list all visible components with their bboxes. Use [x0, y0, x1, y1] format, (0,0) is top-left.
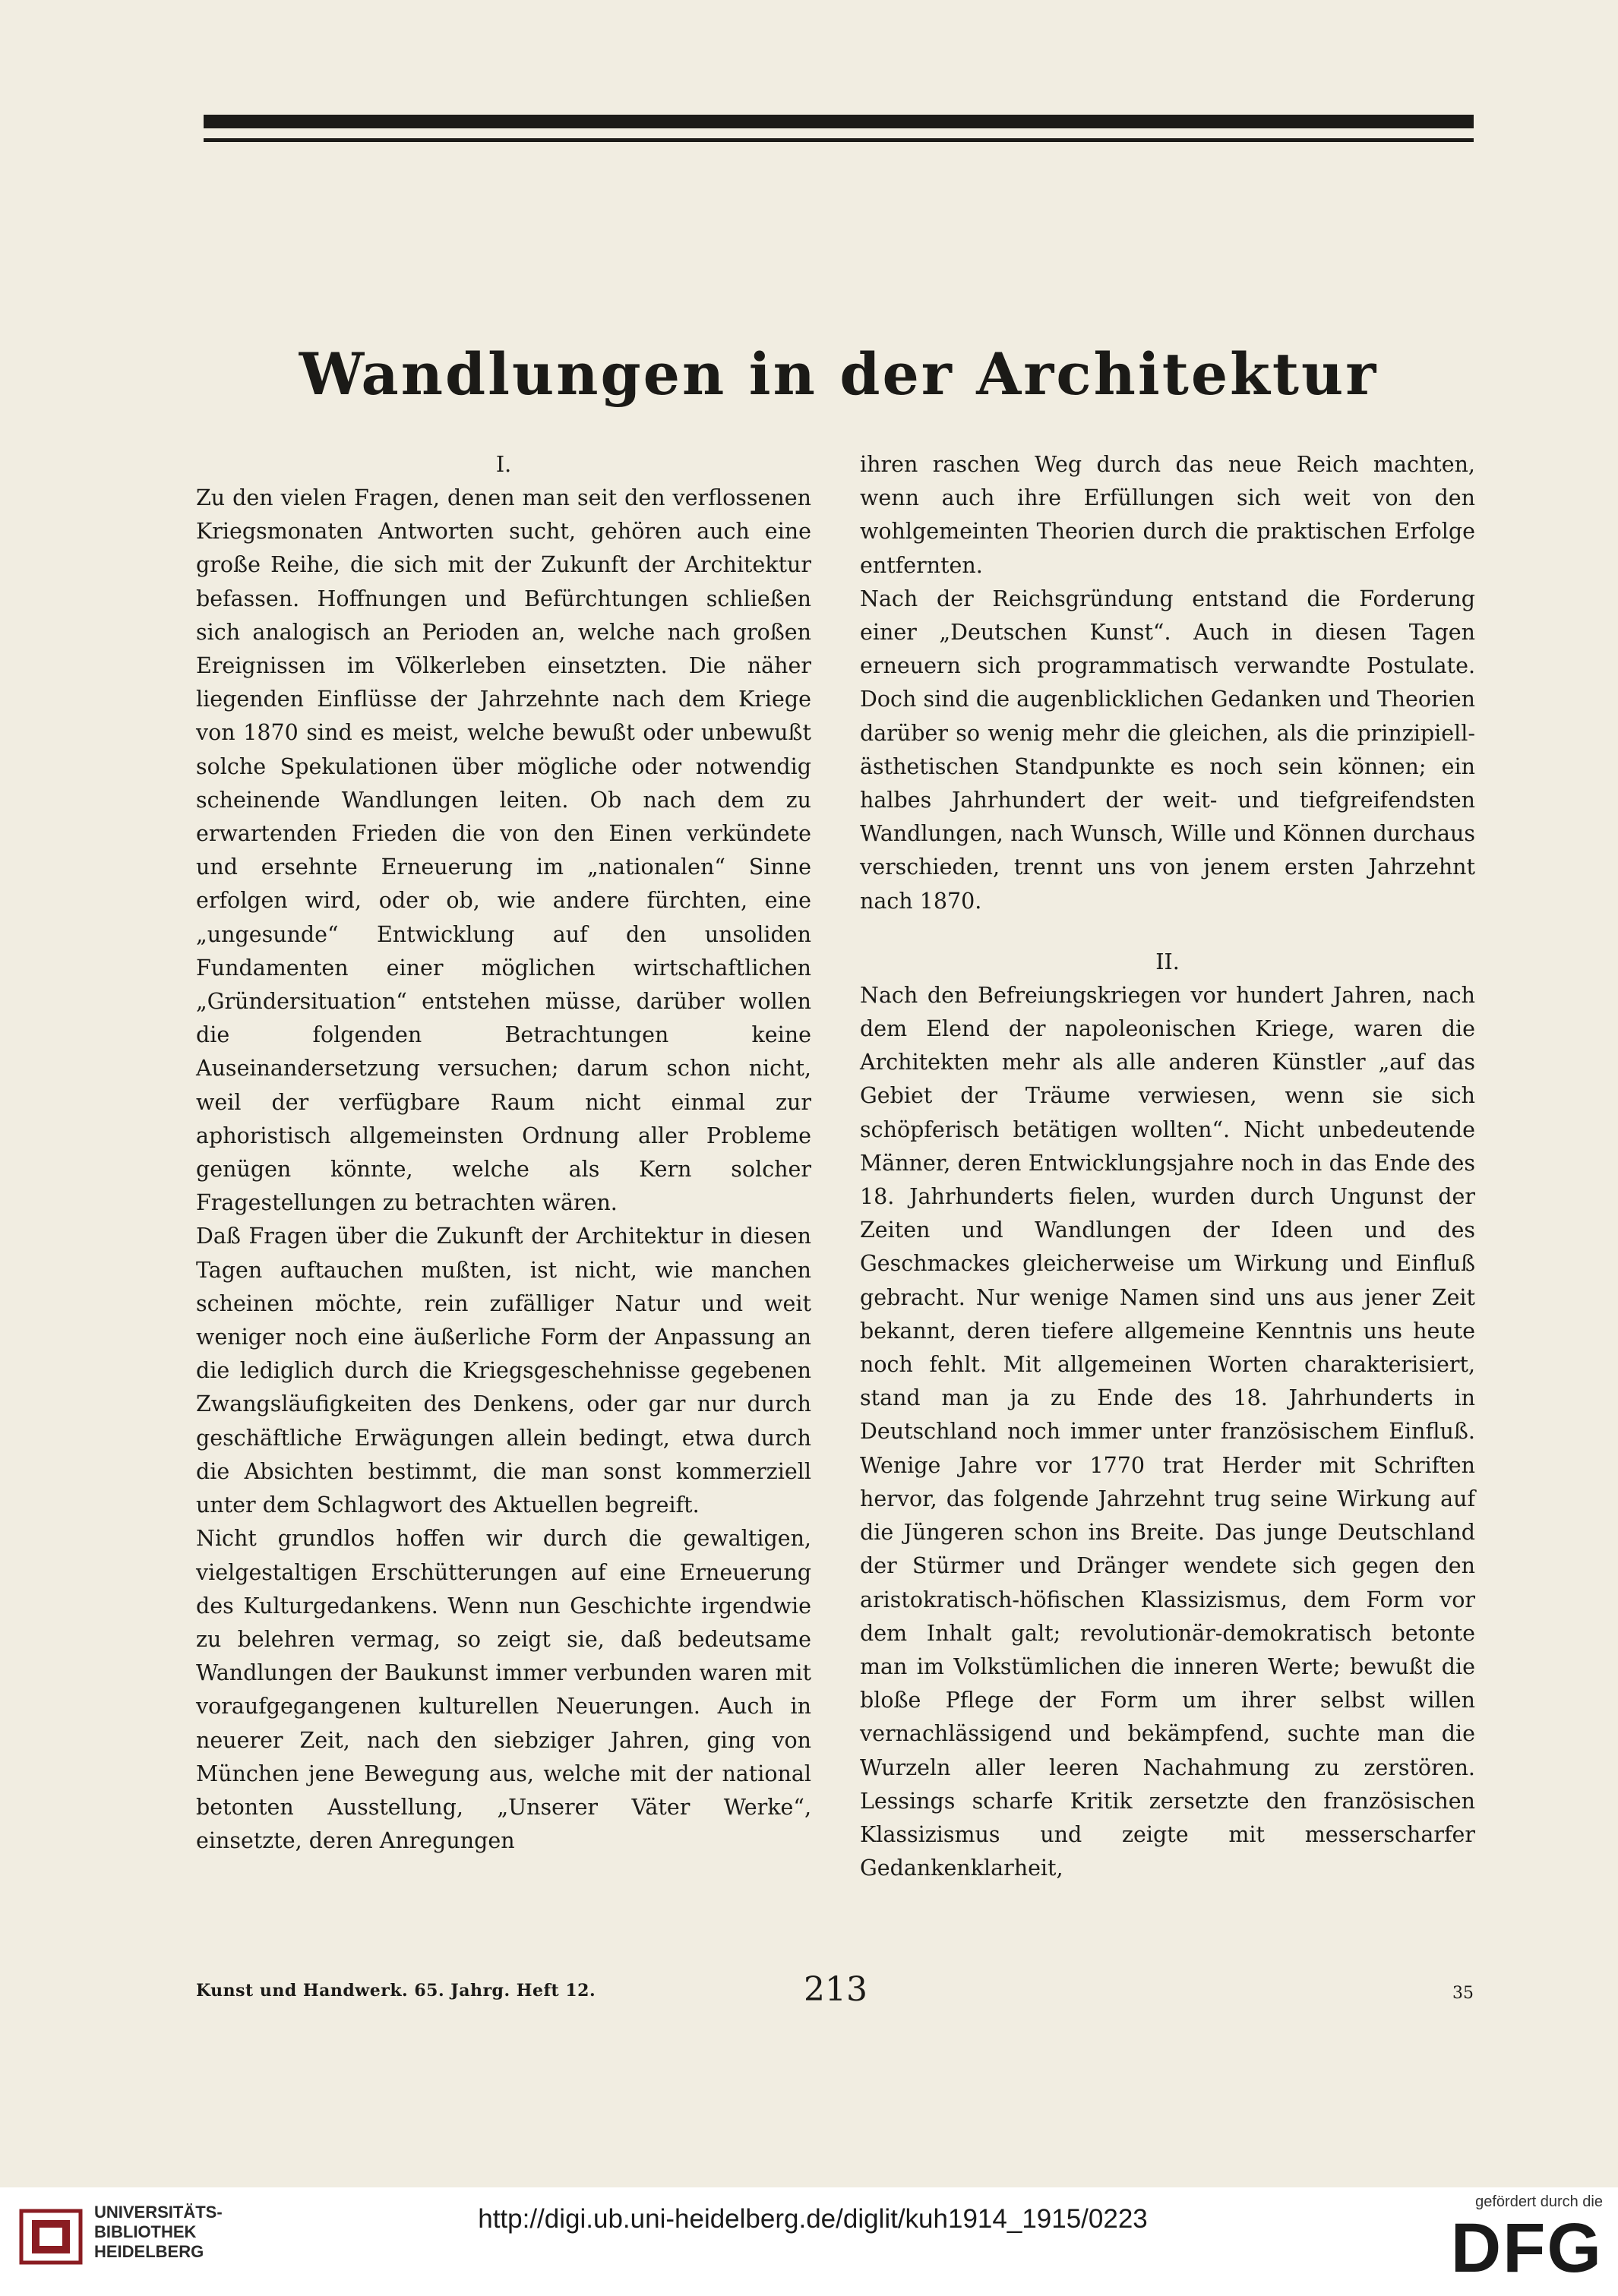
dfg-logo: DFG: [1450, 2209, 1603, 2287]
funder-caption: gefördert durch die: [1475, 2193, 1603, 2210]
library-name: [94, 2203, 223, 2262]
paragraph: Zu den vielen Fragen, denen man seit den verflossenen Kriegsmonaten Antworten sucht, gehören auch eine große Reihe, die sich mit der Zukunft der Architektur befassen. Hoffnungen und Befürchtungen schließen sich analogisch an Perioden an, welche nach großen Ereignissen im Völkerleben einsetzten. Die näher liegenden Einflüsse der Jahrzehnte nach dem Kriege von 1870 sind es meist, welche bewußt oder unbewußt solche Spekulationen über mögliche oder notwendig scheinende Wandlungen leiten. Ob nach dem zu erwartenden Frieden die von den Einen verkündete und ersehnte Erneuerung im „nationalen“ Sinne erfolgen wird, oder ob, wie andere fürchten, eine „ungesunde“ Entwicklung auf den unsoliden Fundamenten einer möglichen wirtschaftlichen „Gründersituation“ entstehen müsse, darüber wollen die folgenden Betrachtungen keine Auseinandersetzung versuchen; darum schon nicht, weil der verfügbare Raum nicht einmal zur aphoristisch allgemeinsten Ordnung aller Probleme genügen könnte, welche als Kern solcher Fragestellungen zu betrachten wären.: [196, 485, 811, 1216]
paragraph: Nicht grundlos hoffen wir durch die gewaltigen, vielgestaltigen Erschütterungen auf eine Erneuerung des Kulturgedankens. Wenn nun Geschichte irgendwie zu belehren vermag, so zeigt sie, daß bedeutsame Wandlungen der Baukunst immer verbunden waren mit voraufgegangenen kulturellen Neuerungen. Auch in neuerer Zeit, nach den siebziger Jahren, ging von München jene Bewegung aus, welche mit der national betonten Ausstellung, „Unserer Väter Werke“, einsetzte, deren Anregungen: [196, 1526, 811, 1854]
footer-right-number: 35: [1452, 1984, 1474, 2003]
paragraph: ihren raschen Weg durch das neue Reich machten, wenn auch ihre Erfüllungen sich weit von den wohlgemeinten Theorien durch die praktischen Erfolge entfernten.: [860, 452, 1475, 578]
top-rule-thick: [204, 115, 1474, 128]
library-line: HEIDELBERG: [94, 2242, 204, 2261]
right-column: [860, 448, 1475, 1885]
section-heading-2: II.: [1155, 949, 1180, 974]
top-rule-thin: [204, 138, 1474, 142]
footer-journal: Kunst und Handwerk. 65. Jahrg. Heft 12.: [196, 1981, 596, 2001]
article-title: Wandlungen in der Architektur: [299, 340, 1379, 408]
section-heading-1: I.: [495, 452, 512, 477]
paragraph: Nach den Befreiungskriegen vor hundert Jahren, nach dem Elend der napoleonischen Kriege, waren die Architekten mehr als alle anderen Künstler „auf das Gebiet der Träume verwiesen, wenn sie sich schöpferisch betätigen wollten“. Nicht unbedeutende Männer, deren Entwicklungsjahre noch in das Ende des 18. Jahrhunderts fielen, wurden durch Ungunst der Zeiten und Wandlungen der Ideen und des Geschmackes gleicherweise um Wirkung und Einfluß gebracht. Nur wenige Namen sind uns aus jener Zeit bekannt, deren tiefere allgemeine Kenntnis uns heute noch fehlt. Mit allgemeinen Worten charakterisiert, stand man ja zu Ende des 18. Jahrhunderts in Deutschland noch immer unter französischem Einfluß. Wenige Jahre vor 1770 trat Herder mit Schriften hervor, das folgende Jahrzehnt trug seine Wirkung auf die Jüngeren schon ins Breite. Das junge Deutschland der Stürmer und Dränger wendete sich gegen den aristokratisch-höfischen Klassizismus, dem Form vor dem Inhalt galt; revolutionär-demokratisch betonte man im Volkstümlichen die inneren Werte; bewußt die bloße Pflege der Form um ihrer selbst willen vernachlässigend und bekämpfend, suchte man die Wurzeln aller leeren Nachahmung zu zerstören. Lessings scharfe Kritik zersetzte den französischen Klassizismus und zeigte mit messerscharfer Gedankenklarheit,: [860, 982, 1475, 1881]
library-line: UNIVERSITÄTS-: [94, 2203, 223, 2222]
university-seal-icon: [17, 2206, 85, 2267]
left-column: [196, 448, 811, 1858]
footer-page-number: 213: [804, 1970, 867, 2009]
paragraph: Nach der Reichsgründung entstand die Forderung einer „Deutschen Kunst“. Auch in diesen Tagen erneuern sich programmatisch verwandte Postulate. Doch sind die augenblicklichen Gedanken und Theorien darüber so wenig mehr die gleichen, als die prinzipiell-ästhetischen Standpunkte es noch sein können; ein halbes Jahrhundert der weit- und tiefgreifendsten Wandlungen, nach Wunsch, Wille und Können durchaus verschieden, trennt uns von jenem ersten Jahrzehnt nach 1870.: [860, 586, 1475, 914]
library-line: BIBLIOTHEK: [94, 2222, 197, 2241]
source-url-link[interactable]: http://digi.ub.uni-heidelberg.de/diglit/kuh1914_1915/0223: [478, 2204, 1148, 2234]
paragraph: Daß Fragen über die Zukunft der Architektur in diesen Tagen auftauchen mußten, ist nicht, wie manchen scheinen möchte, rein zufälliger Natur und weit weniger noch eine äußerliche Form der Anpassung an die lediglich durch die Kriegsgeschehnisse gegebenen Zwangsläufigkeiten des Denkens, oder gar nur durch geschäftliche Erwägungen allein bedingt, etwa durch die Absichten bestimmt, die man sonst kommerziell unter dem Schlagwort des Aktuellen begreift.: [196, 1224, 811, 1518]
